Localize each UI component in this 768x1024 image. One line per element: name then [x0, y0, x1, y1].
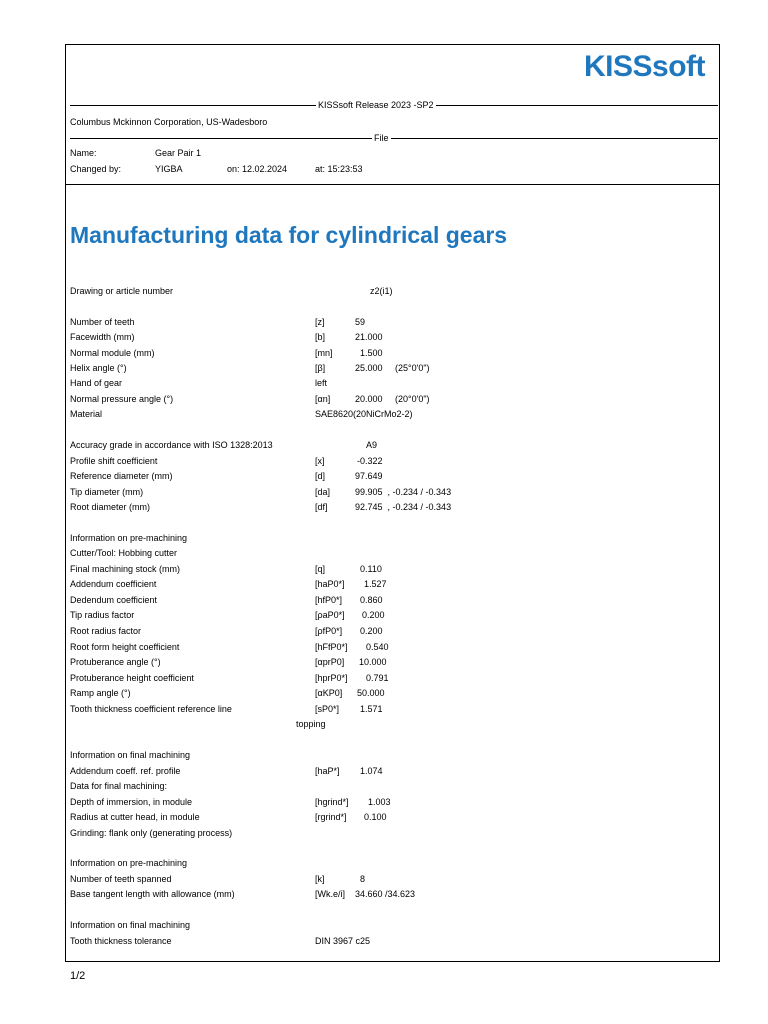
row-value: A9 — [366, 440, 378, 450]
row-label: Normal module (mm) — [70, 348, 155, 358]
row-label: Normal pressure angle (°) — [70, 394, 174, 404]
release-label: KISSsoft Release 2023 -SP2 — [318, 100, 434, 110]
row-label: Root form height coefficient — [70, 642, 180, 652]
row-symbol: [haP0*] — [315, 579, 345, 589]
section-heading: Information on final machining — [70, 920, 191, 930]
row-value: SAE8620(20NiCrMo2-2) — [315, 409, 413, 419]
row-label: Radius at cutter head, in module — [70, 812, 200, 822]
row-value: 0.200 — [362, 610, 385, 620]
row-value: 1.527 — [364, 579, 387, 589]
row-symbol: [Wk.e/i] — [315, 889, 346, 899]
changed-time: at: 15:23:53 — [315, 164, 363, 174]
row-value: 0.100 — [364, 812, 387, 822]
row-symbol: [αprP0] — [315, 657, 345, 667]
changed-by-label: Changed by: — [70, 164, 122, 174]
row-symbol: [hprP0*] — [315, 673, 348, 683]
kisssoft-logo: KISSsoft — [584, 50, 706, 83]
changed-date: on: 12.02.2024 — [227, 164, 288, 174]
row-label: Addendum coefficient — [70, 579, 157, 589]
row-symbol: [k] — [315, 874, 325, 884]
row-label: Number of teeth spanned — [70, 874, 172, 884]
row-value: 25.000 (25°0'0") — [355, 363, 430, 373]
section-heading: Information on final machining — [70, 750, 191, 760]
row-label: Facewidth (mm) — [70, 332, 135, 342]
row-value: 59 — [355, 317, 366, 327]
row-value: 0.540 — [366, 642, 389, 652]
name-value: Gear Pair 1 — [155, 148, 202, 158]
row-label: Dedendum coefficient — [70, 595, 157, 605]
row-symbol: [b] — [315, 332, 326, 342]
row-symbol: [ρaP0*] — [315, 610, 345, 620]
row-value: 20.000 (20°0'0") — [355, 394, 430, 404]
row-symbol: [hgrind*] — [315, 797, 349, 807]
row-label: Final machining stock (mm) — [70, 564, 181, 574]
row-label: Root radius factor — [70, 626, 142, 636]
company-name: Columbus Mckinnon Corporation, US-Wadesboro — [70, 117, 268, 127]
row-label: Tip diameter (mm) — [70, 487, 144, 497]
row-label: Cutter/Tool: Hobbing cutter — [70, 548, 178, 558]
row-label: Reference diameter (mm) — [70, 471, 173, 481]
row-value: 99.905 , -0.234 / -0.343 — [355, 487, 452, 497]
row-label: Protuberance angle (°) — [70, 657, 161, 667]
row-label: Drawing or article number — [70, 286, 174, 296]
row-symbol: [da] — [315, 487, 331, 497]
row-value: 50.000 — [357, 688, 385, 698]
row-symbol: [haP*] — [315, 766, 340, 776]
row-label: Material — [70, 409, 103, 419]
section-heading: Information on pre-machining — [70, 858, 188, 868]
row-value: left — [315, 378, 328, 388]
row-symbol: [mn] — [315, 348, 333, 358]
row-value: 8 — [360, 874, 366, 884]
section-heading: Information on pre-machining — [70, 533, 188, 543]
changed-by-value: YIGBA — [155, 164, 183, 174]
row-value: 1.500 — [360, 348, 383, 358]
row-symbol: [z] — [315, 317, 325, 327]
row-value: 92.745 , -0.234 / -0.343 — [355, 502, 452, 512]
row-label: Protuberance height coefficient — [70, 673, 194, 683]
row-label: Profile shift coefficient — [70, 456, 158, 466]
row-symbol: [df] — [315, 502, 328, 512]
row-symbol: [x] — [315, 456, 325, 466]
topping-note: topping — [296, 719, 326, 729]
row-symbol: [αKP0] — [315, 688, 343, 698]
row-label: Root diameter (mm) — [70, 502, 151, 512]
page-title: Manufacturing data for cylindrical gears — [70, 222, 508, 248]
row-symbol: [hfP0*] — [315, 595, 343, 605]
row-value: z2(i1) — [370, 286, 393, 296]
row-value: 1.003 — [368, 797, 391, 807]
row-value: 0.860 — [360, 595, 383, 605]
row-label: Base tangent length with allowance (mm) — [70, 889, 235, 899]
row-symbol: [d] — [315, 471, 326, 481]
row-symbol: [sP0*] — [315, 704, 340, 714]
row-label: Accuracy grade in accordance with ISO 1328:2013 — [70, 440, 273, 450]
row-symbol: [ρfP0*] — [315, 626, 343, 636]
file-label: File — [374, 133, 389, 143]
row-symbol: [αn] — [315, 394, 331, 404]
row-value: 0.110 — [360, 564, 382, 574]
row-value: 1.571 — [360, 704, 383, 714]
file-separator — [70, 138, 718, 139]
row-value: 0.200 — [360, 626, 383, 636]
row-label: Ramp angle (°) — [70, 688, 131, 698]
row-value: 1.074 — [360, 766, 383, 776]
row-value: 97.649 — [355, 471, 383, 481]
row-label: Tooth thickness tolerance — [70, 936, 172, 946]
row-value: 21.000 — [355, 332, 383, 342]
row-label: Number of teeth — [70, 317, 135, 327]
row-label: Helix angle (°) — [70, 363, 127, 373]
row-symbol: [β] — [315, 363, 326, 373]
row-label: Grinding: flank only (generating process) — [70, 828, 233, 838]
row-label: Depth of immersion, in module — [70, 797, 193, 807]
row-label: Tip radius factor — [70, 610, 135, 620]
row-symbol: [rgrind*] — [315, 812, 347, 822]
row-value: 34.660 /34.623 — [355, 889, 416, 899]
name-label: Name: — [70, 148, 97, 158]
row-label: Hand of gear — [70, 378, 123, 388]
row-label: Tooth thickness coefficient reference line — [70, 704, 232, 714]
row-value: 10.000 — [359, 657, 387, 667]
row-value: -0.322 — [357, 456, 383, 466]
row-value: DIN 3967 c25 — [315, 936, 371, 946]
row-symbol: [hFfP0*] — [315, 642, 348, 652]
row-symbol: [q] — [315, 564, 326, 574]
row-label: Data for final machining: — [70, 781, 168, 791]
row-value: 0.791 — [366, 673, 389, 683]
header-bottom-rule — [66, 184, 719, 185]
page-number: 1/2 — [70, 970, 86, 982]
row-label: Addendum coeff. ref. profile — [70, 766, 181, 776]
